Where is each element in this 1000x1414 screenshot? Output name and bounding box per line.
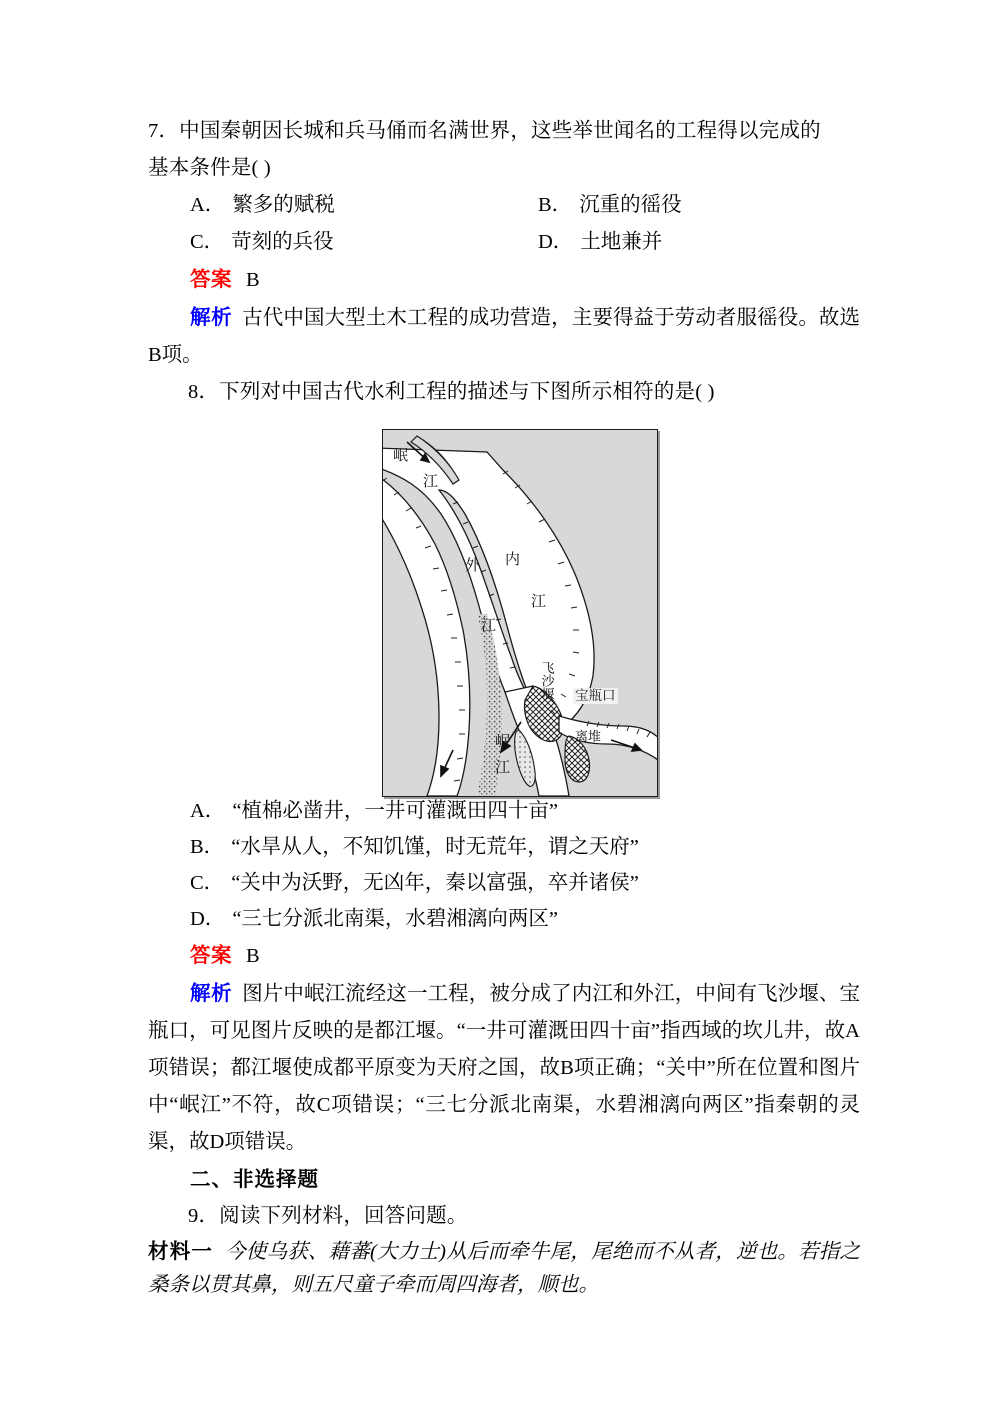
figure-label-minjiang-top-2: 江 <box>423 473 439 490</box>
option-letter: C． <box>190 872 225 894</box>
question-7-option-a[interactable] <box>148 187 538 224</box>
option-letter: D． <box>190 908 226 930</box>
option-letter: B． <box>190 836 225 858</box>
option-text: 苛刻的兵役 <box>231 231 334 253</box>
question-9-stem: 9．阅读下列材料，回答问题。 <box>188 1205 468 1227</box>
material-one <box>148 1235 860 1302</box>
dujiangyan-diagram <box>382 429 658 797</box>
option-letter: C． <box>190 231 225 253</box>
page-content <box>148 113 860 1302</box>
question-7-explanation <box>148 299 860 374</box>
option-letter: D． <box>538 231 574 253</box>
material-text: 今使乌获、藉蕃(大力士)从后而牵牛尾，尾绝而不从者，逆也。若指之桑条以贯其鼻，则五尺童子牵而周四海者，顺也。 <box>148 1241 861 1296</box>
option-text: “三七分派北南渠，水碧湘漓向两区” <box>232 908 559 930</box>
figure-label-minjiang-bottom-1: 岷 <box>495 733 511 750</box>
question-7-option-c[interactable] <box>148 224 538 261</box>
figure-label-waijiang-2: 江 <box>481 617 497 634</box>
question-8-answer-line <box>148 937 860 975</box>
question-8-option-c[interactable] <box>148 865 860 901</box>
figure-label-feishayan: 飞沙堰 <box>539 661 555 700</box>
answer-label: 答案 <box>190 944 232 967</box>
material-label: 材料一 <box>148 1240 214 1263</box>
question-8-option-d[interactable] <box>148 901 860 937</box>
option-text: 沉重的徭役 <box>579 194 682 216</box>
answer-value: B <box>246 269 260 291</box>
question-8-option-a[interactable] <box>148 793 860 829</box>
question-7-option-d[interactable] <box>538 224 858 261</box>
question-8-option-b[interactable] <box>148 829 860 865</box>
figure-label-minjiang-top-1: 岷 <box>393 447 409 464</box>
option-text: 土地兼并 <box>580 231 663 253</box>
question-7-options-row-1 <box>148 187 860 224</box>
option-letter: A． <box>190 194 226 216</box>
section-2-heading: 二、非选择题 <box>190 1168 319 1191</box>
question-7-stem-line-2: 基本条件是( ) <box>148 157 271 179</box>
question-7-stem-line-1: 7．中国秦朝因长城和兵马俑而名满世界，这些举世闻名的工程得以完成的 <box>148 120 821 142</box>
answer-value: B <box>246 945 260 967</box>
figure-wrapper <box>148 411 860 793</box>
explanation-text: 图片中岷江流经这一工程，被分成了内江和外江，中间有飞沙堰、宝瓶口，可见图片反映的是都江堰。“一井可灌溉田四十亩”指西域的坎儿井，故A项错误；都江堰使成都平原变为天府之国，故B项正确；“关中”所在位置和图片中“岷江”不符，故C项错误；“三七分派北南渠，水碧湘漓向两区”指秦朝的灵渠，故D项错误。 <box>148 983 861 1153</box>
question-8-explanation <box>148 975 860 1161</box>
option-text: “水旱从人，不知饥馑，时无荒年，谓之天府” <box>231 836 639 858</box>
answer-label: 答案 <box>190 268 232 291</box>
explanation-label: 解析 <box>190 982 233 1005</box>
question-7-answer-line <box>148 261 860 299</box>
figure-label-neijiang-1: 内 <box>505 551 521 568</box>
option-letter: A． <box>190 800 226 822</box>
question-8-stem: 8．下列对中国古代水利工程的描述与下图所示相符的是( ) <box>188 381 715 403</box>
figure-label-neijiang-2: 江 <box>531 593 547 610</box>
figure-label-minjiang-bottom-2: 江 <box>495 759 511 776</box>
explanation-label: 解析 <box>190 306 233 329</box>
figure-label-lidui: 离堆 <box>575 729 602 744</box>
question-7-options-row-2 <box>148 224 860 261</box>
option-text: 繁多的赋税 <box>232 194 335 216</box>
figure-label-waijiang-1: 外 <box>465 557 481 574</box>
explanation-text: 古代中国大型土木工程的成功营造，主要得益于劳动者服徭役。故选B项。 <box>148 307 861 366</box>
option-letter: B． <box>538 194 573 216</box>
question-7-option-b[interactable] <box>538 187 858 224</box>
option-text: “关中为沃野，无凶年，秦以富强，卒并诸侯” <box>231 872 639 894</box>
option-text: “植棉必凿井，一井可灌溉田四十亩” <box>232 800 559 822</box>
figure-label-baopingkou: 宝瓶口 <box>575 688 616 703</box>
